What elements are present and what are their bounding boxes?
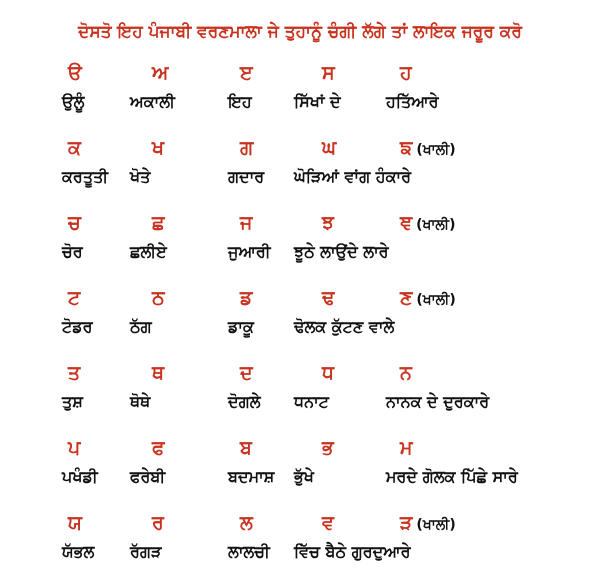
alphabet-word: ਜੁਆਰੀ: [228, 242, 271, 261]
letter-glyph: ਠ: [152, 287, 165, 309]
letter-glyph: ੜ: [400, 512, 413, 534]
alphabet-letter: [68, 287, 80, 309]
letter-glyph: ਝ: [322, 212, 334, 234]
letter-glyph: ਦ: [240, 362, 253, 384]
page-title: ਦੋਸਤੋ ਇਹ ਪੰਜਾਬੀ ਵਰਣਮਾਲਾ ਜੇ ਤੁਹਾਨੂੰ ਚੰਗੀ ਲੱਗੇ ਤਾਂ ਲਾਇਕ ਜਰੂਰ ਕਰੋ: [78, 22, 522, 42]
alphabet-letter: [400, 62, 412, 84]
alphabet-letter: [240, 362, 253, 384]
letter-glyph: ਤ: [68, 362, 81, 384]
alphabet-letter: [240, 137, 253, 159]
letter-glyph: ਛ: [152, 212, 165, 234]
alphabet-letter: [152, 287, 164, 309]
alphabet-word: ਝੂਠੇ ਲਾਉਂਦੇ ਲਾਰੇ: [294, 242, 389, 261]
alphabet-word: ਲਾਲਚੀ: [228, 542, 270, 561]
letter-glyph: ਟ: [68, 287, 81, 309]
alphabet-letter: [68, 362, 80, 384]
letter-glyph: ਘ: [322, 137, 337, 159]
alphabet-letter: [400, 212, 456, 234]
word-row: [0, 92, 600, 131]
alphabet-word: ਥੋਥੇ: [130, 392, 151, 411]
alphabet-word: ਖੋਤੇ: [130, 167, 151, 186]
letter-row: [0, 512, 600, 542]
alphabet-letter: [400, 512, 456, 534]
letter-glyph: ਨ: [400, 362, 412, 384]
letter-glyph: ਗ: [240, 137, 254, 159]
alphabet-letter: [322, 62, 335, 84]
alphabet-letter: [322, 212, 334, 234]
alphabet-letter: [152, 437, 164, 459]
alphabet-letter: [240, 287, 252, 309]
alphabet-letter: [322, 287, 334, 309]
letter-glyph: ਰ: [152, 512, 164, 534]
empty-note: (ਖਾਲੀ): [416, 217, 456, 233]
alphabet-letter: [152, 137, 164, 159]
word-row: [0, 542, 600, 581]
empty-note: (ਖਾਲੀ): [416, 517, 456, 533]
letter-glyph: ਫ: [152, 437, 165, 459]
alphabet-word: ਹਤਿੱਆਰੇ: [386, 92, 439, 111]
alphabet-word: ਪਖੰਡੀ: [62, 467, 98, 486]
letter-glyph: ਅ: [152, 62, 169, 84]
alphabet-word: ਵਿੱਚ ਬੈਠੇ ਗੁਰਦੁਆਰੇ: [294, 542, 411, 561]
alphabet-letter: [322, 437, 334, 459]
alphabet-letter: [240, 212, 252, 234]
letter-row: [0, 287, 600, 317]
letter-glyph: ਕ: [68, 137, 81, 159]
letter-glyph: ਙ: [400, 137, 413, 159]
letter-glyph: ਞ: [400, 212, 413, 234]
alphabet-letter: [400, 287, 456, 309]
letter-glyph: ਮ: [400, 437, 413, 459]
alphabet-letter: [68, 437, 80, 459]
alphabet-word: ਗਦਾਰ: [228, 167, 265, 186]
alphabet-letter: [322, 362, 334, 384]
alphabet-letter: [68, 62, 82, 84]
alphabet-word: ਛਲੀਏ: [130, 242, 167, 261]
alphabet-letter: [68, 137, 81, 159]
empty-note: (ਖਾਲੀ): [416, 142, 456, 158]
letter-row: [0, 62, 600, 92]
alphabet-letter: [322, 137, 336, 159]
letter-glyph: ਧ: [322, 362, 334, 384]
alphabet-word: ਅਕਾਲੀ: [130, 92, 175, 111]
letter-glyph: ਸ: [322, 62, 335, 84]
letter-glyph: ਵ: [322, 512, 334, 534]
alphabet-word: ਫਰੇਬੀ: [130, 467, 166, 486]
alphabet-word: ਇਹ: [228, 92, 252, 111]
alphabet-letter: [240, 512, 253, 534]
letter-glyph: ਖ: [152, 137, 165, 159]
alphabet-letter: [152, 512, 164, 534]
alphabet-word: ਸਿੱਖਾਂ ਦੇ: [294, 92, 341, 111]
alphabet-word: ਡਾਕੂ: [228, 317, 254, 336]
alphabet-letter: [322, 512, 334, 534]
alphabet-letter: [400, 362, 412, 384]
alphabet-letter: [152, 212, 164, 234]
alphabet-word: ਠੱਗ: [130, 317, 152, 336]
alphabet-letter: [68, 512, 82, 534]
letter-glyph: ਭ: [322, 437, 334, 459]
letter-glyph: ਯ: [68, 512, 82, 534]
letter-glyph: ਬ: [240, 437, 252, 459]
alphabet-letter: [152, 362, 164, 384]
letter-row: [0, 137, 600, 167]
alphabet-letter: [400, 137, 456, 159]
alphabet-grid: [0, 62, 600, 587]
word-row: [0, 392, 600, 431]
word-row: [0, 317, 600, 356]
alphabet-word: ਟੋਡਰ: [62, 317, 93, 336]
alphabet-word: ਘੋੜਿਆਂ ਵਾਂਗ ਹੰਕਾਰੇ: [294, 167, 412, 186]
alphabet-word: ਦੋਗਲੇ: [228, 392, 261, 411]
alphabet-letter: [152, 62, 168, 84]
alphabet-word: ਢੋਲਕ ਕੁੱਟਣ ਵਾਲੇ: [294, 317, 395, 336]
letter-glyph: ਲ: [240, 512, 253, 534]
alphabet-letter: [68, 212, 81, 234]
alphabet-word: ਯੱਭਲ: [62, 542, 95, 561]
empty-note: (ਖਾਲੀ): [416, 292, 456, 308]
letter-row: [0, 212, 600, 242]
word-row: [0, 167, 600, 206]
letter-glyph: ਢ: [322, 287, 335, 309]
alphabet-letter: [240, 437, 252, 459]
word-row: [0, 242, 600, 281]
alphabet-word: ਕਰਤੂਤੀ: [62, 167, 109, 186]
letter-glyph: ਜ: [240, 212, 253, 234]
alphabet-word: ਮਰਦੇ ਗੋਲਕ ਪਿੱਛੇ ਸਾਰੇ: [386, 467, 518, 486]
alphabet-word: ਨਾਨਕ ਦੇ ਦੁਰਕਾਰੇ: [386, 392, 490, 411]
alphabet-letter: [400, 437, 413, 459]
alphabet-word: ਚੋਰ: [62, 242, 83, 261]
letter-glyph: ਚ: [68, 212, 81, 234]
letter-row: [0, 437, 600, 467]
letter-glyph: ੲ: [240, 62, 253, 84]
word-row: [0, 467, 600, 506]
alphabet-word: ਰੱਗੜ: [130, 542, 162, 561]
letter-glyph: ਣ: [400, 287, 413, 309]
alphabet-word: ਤੁਸ਼: [62, 392, 83, 411]
alphabet-letter: [240, 62, 253, 84]
letter-glyph: ਹ: [400, 62, 412, 84]
alphabet-word: ਭੁੱਖੇ: [294, 467, 314, 486]
letter-glyph: ੳ: [68, 62, 82, 84]
letter-glyph: ਪ: [68, 437, 81, 459]
alphabet-word: ਉਲੂੰ: [62, 92, 85, 111]
letter-glyph: ਡ: [240, 287, 253, 309]
letter-row: [0, 362, 600, 392]
letter-glyph: ਥ: [152, 362, 165, 384]
alphabet-word: ਬਦਮਾਸ਼: [228, 467, 275, 486]
alphabet-word: ਧਨਾਟ: [294, 392, 329, 411]
